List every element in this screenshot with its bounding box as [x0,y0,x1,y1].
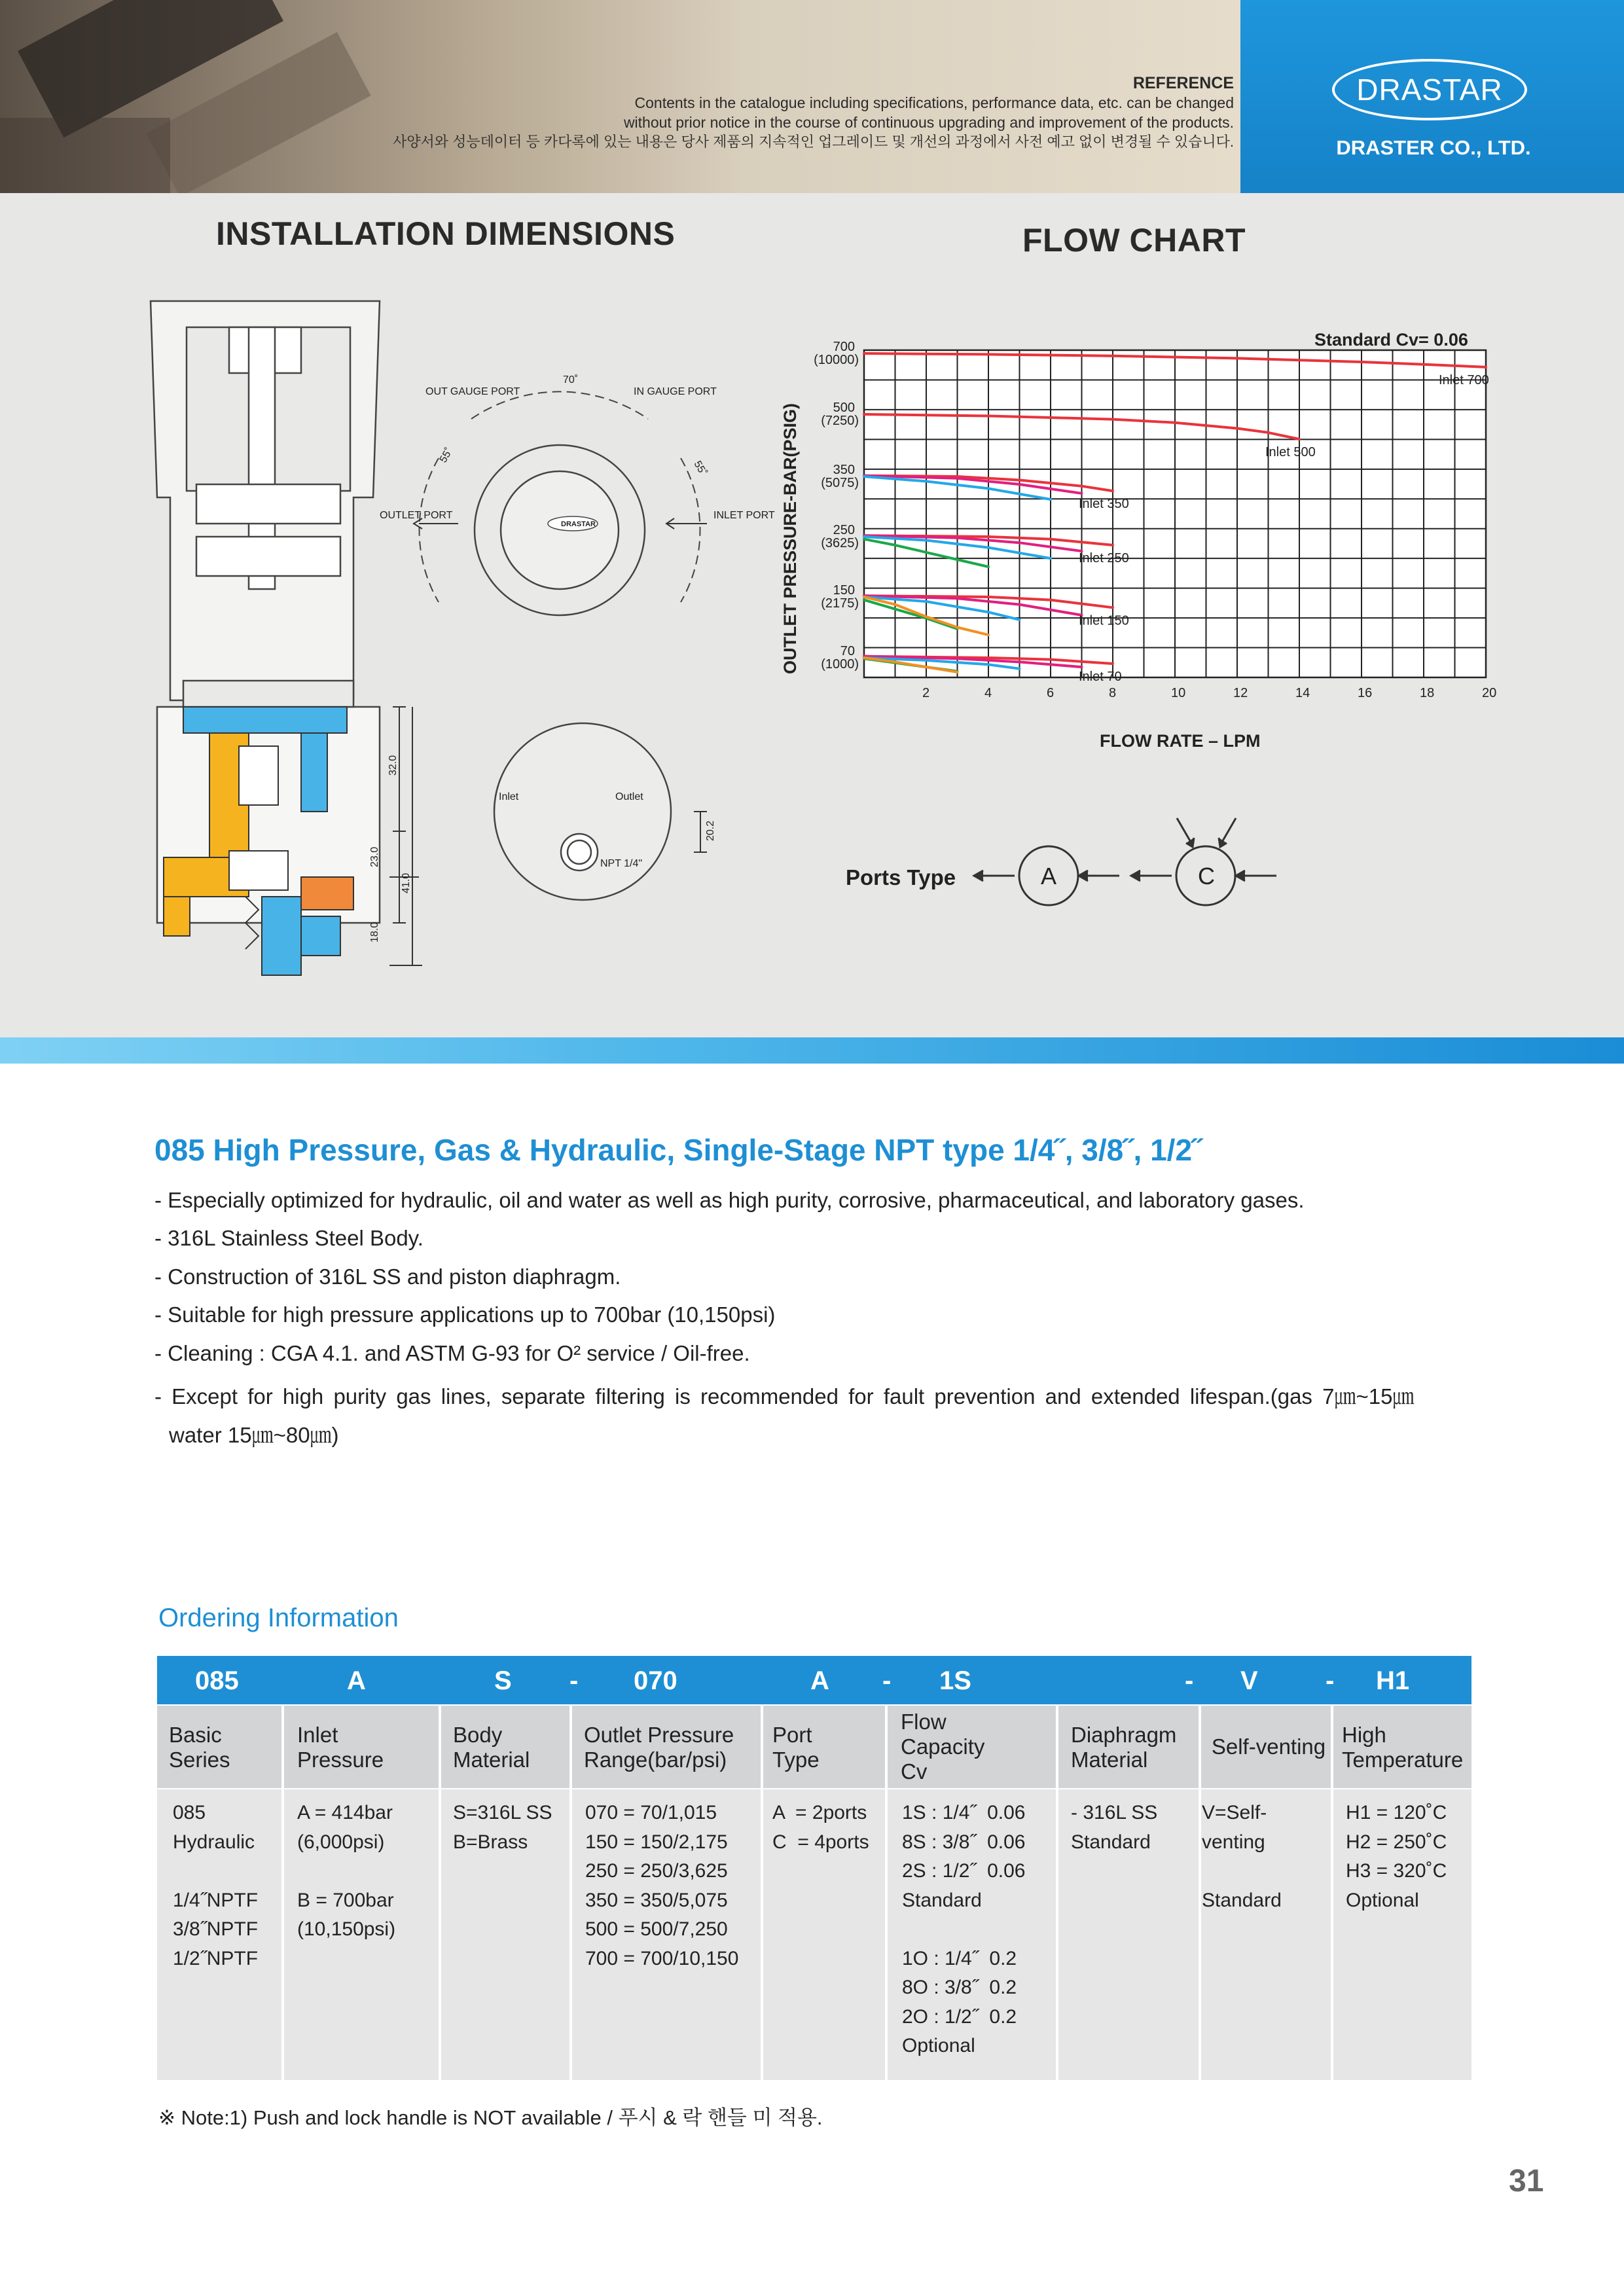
in-gauge-port-label: IN GAUGE PORT [634,386,717,397]
ordering-information-title: Ordering Information [158,1604,399,1632]
bullet-item: - Cleaning : CGA 4.1. and ASTM G-93 for O² service / Oil-free. [154,1341,750,1365]
dim-32: 32.0 [388,755,399,776]
ordering-table-body [157,1789,1471,2080]
code-segment: H1 [1376,1666,1410,1695]
dim-41: 41.0 [401,872,412,893]
ordering-table-header [157,1706,1471,1788]
angle-top-label: 70˚ [563,374,579,386]
angle-left-label: 55˚ [437,446,456,465]
dim-18: 18.0 [369,922,380,942]
ordering-code-bar [157,1656,1471,1704]
header-high-temperature: High Temperature [1342,1723,1464,1772]
cell-body-material: S=316L SS B=Brass [453,1802,552,1853]
y-axis-label: OUTLET PRESSURE-BAR(PSIG) [780,403,800,674]
y-tick-label: 700 [833,340,855,354]
y-tick-label: 150 [833,583,855,598]
port-a-label: A [1041,863,1057,889]
cell-outlet-pressure: 070 = 70/1,015 150 = 150/2,175 250 = 250/3,625 350 = 350/5,075 500 = 500/7,250 700 = 700/10,150 [585,1802,739,1969]
reference-line-korean: 사양서와 성능데이터 등 카다록에 있는 내용은 당사 제품의 지속적인 업그레이드 및 개선의 과정에서 사전 예고 없이 변경될 수 있습니다. [393,134,1234,150]
reference-line: without prior notice in the course of continuous upgrading and improvement of the products. [623,114,1234,131]
product-title: 085 High Pressure, Gas & Hydraulic, Single-Stage NPT type 1/4˝, 3/8˝, 1/2˝ [154,1133,1202,1167]
drastar-logo: DRASTAR [1332,59,1527,120]
port-c-label: C [1198,863,1215,889]
divider-strip [0,1037,1624,1064]
y-tick-label-psig: (1000) [821,657,859,672]
reference-line: Contents in the catalogue including specifications, performance data, etc. can be changed [634,94,1234,111]
header-body-material: Body Material [453,1723,530,1772]
header-diaphragm-material: Diaphragm Material [1071,1723,1177,1772]
code-separator: - [1185,1666,1194,1695]
y-tick-label: 250 [833,523,855,537]
cell-basic-series: 085 Hydraulic 1/4˝NPTF 3/8˝NPTF 1/2˝NPTF [173,1802,259,1969]
x-tick-label: 12 [1233,686,1248,700]
bullet-item: - Construction of 316L SS and piston diaphragm. [154,1265,621,1289]
inlet-port-label: INLET PORT [713,510,775,521]
header-basic-series: Basic Series [169,1723,230,1772]
npt-label: NPT 1/4" [600,858,643,869]
code-segment: 1S [939,1666,971,1695]
y-tick-label-psig: (2175) [821,596,859,611]
series-label: Inlet 250 [1079,550,1129,565]
chart-title: Standard Cv= 0.06 [1314,330,1468,350]
x-axis-label: FLOW RATE – LPM [1100,731,1261,751]
bullet-item: - Except for high purity gas lines, separate filtering is recommended for fault prevention and extended lifespan.(gas 7㎛~15㎛ [154,1384,1415,1408]
reference-title: REFERENCE [1132,74,1234,92]
y-tick-label-psig: (7250) [821,414,859,428]
x-tick-label: 6 [1047,686,1055,700]
x-tick-label: 14 [1295,686,1310,700]
cell-port-type: A = 2ports C = 4ports [772,1802,869,1853]
code-segment: 070 [634,1666,677,1695]
code-separator: - [882,1666,892,1695]
y-tick-label: 70 [840,644,855,658]
y-tick-label-psig: (3625) [821,536,859,550]
bullet-item: - Suitable for high pressure applications up to 700bar (10,150psi) [154,1302,776,1327]
bottom-inlet-label: Inlet [499,791,519,802]
angle-right-label: 55˚ [691,459,709,478]
series-label: Inlet 350 [1079,497,1129,512]
header-inlet-pressure: Inlet Pressure [297,1723,384,1772]
flow-chart [772,314,1519,772]
x-tick-label: 2 [922,686,930,700]
footnote: ※ Note:1) Push and lock handle is NOT available / 푸시 & 락 핸들 미 적용. [158,2106,823,2129]
cell-diaphragm-material: - 316L SS Standard [1071,1802,1158,1853]
cell-high-temperature: H1 = 120˚C H2 = 250˚C H3 = 320˚C Optional [1346,1802,1447,1911]
out-gauge-port-label: OUT GAUGE PORT [425,386,520,397]
bottom-outlet-label: Outlet [615,791,643,802]
series-label: Inlet 700 [1439,372,1489,387]
header-outlet-pressure: Outlet Pressure Range(bar/psi) [584,1723,734,1772]
cell-self-venting: V=Self- venting Standard [1202,1802,1282,1911]
cell-inlet-pressure: A = 414bar (6,000psi) B = 700bar (10,150psi) [297,1802,396,1940]
y-tick-label: 500 [833,401,855,415]
header-self-venting: Self-venting [1211,1734,1326,1759]
reference-notice [275,73,1234,152]
company-name: DRASTER CO., LTD. [1336,136,1531,159]
x-tick-label: 16 [1358,686,1373,700]
header-port-type: Port Type [772,1723,820,1772]
series-label: Inlet 70 [1079,670,1122,684]
flow-chart-title: FLOW CHART [1022,222,1246,259]
cell-flow-capacity: 1S : 1/4˝ 0.06 8S : 3/8˝ 0.06 2S : 1/2˝ 0.06 Standard 1O : 1/4˝ 0.2 8O : 3/8˝ 0.2 2O : 1/2˝ 0.2 Optional [902,1802,1026,2056]
bullet-item: - Especially optimized for hydraulic, oil and water as well as high purity, corrosive, pharmaceutical, and laboratory gases. [154,1188,1305,1212]
installation-dimensions-title: INSTALLATION DIMENSIONS [216,215,676,252]
code-separator: - [569,1666,579,1695]
x-tick-label: 18 [1420,686,1435,700]
code-segment: S [494,1666,512,1695]
code-segment: V [1240,1666,1258,1695]
bullet-item: - 316L Stainless Steel Body. [154,1226,424,1250]
y-tick-label-psig: (5075) [821,476,859,490]
dim-20: 20.2 [705,820,716,841]
code-segment: A [810,1666,829,1695]
page-number: 31 [1509,2164,1544,2198]
ports-type-diagram [969,805,1283,936]
series-label: Inlet 150 [1079,613,1129,628]
code-separator: - [1326,1666,1335,1695]
installation-drawing [131,288,785,982]
bullet-item-continued: water 15㎛~80㎛) [169,1423,339,1447]
x-tick-label: 4 [984,686,992,700]
series-label: Inlet 500 [1265,445,1316,459]
x-tick-label: 20 [1482,686,1497,700]
dim-23: 23.0 [369,846,380,867]
outlet-port-label: OUTLET PORT [380,510,453,521]
y-tick-label: 350 [833,463,855,477]
y-tick-label-psig: (10000) [814,353,859,367]
code-segment: A [347,1666,366,1695]
code-segment: 085 [195,1666,239,1695]
header-flow-capacity: Flow Capacity Cv [901,1710,985,1784]
knob-logo: DRASTAR [561,520,596,528]
x-tick-label: 8 [1109,686,1117,700]
x-tick-label: 10 [1171,686,1186,700]
ports-type-label: Ports Type [846,865,956,889]
